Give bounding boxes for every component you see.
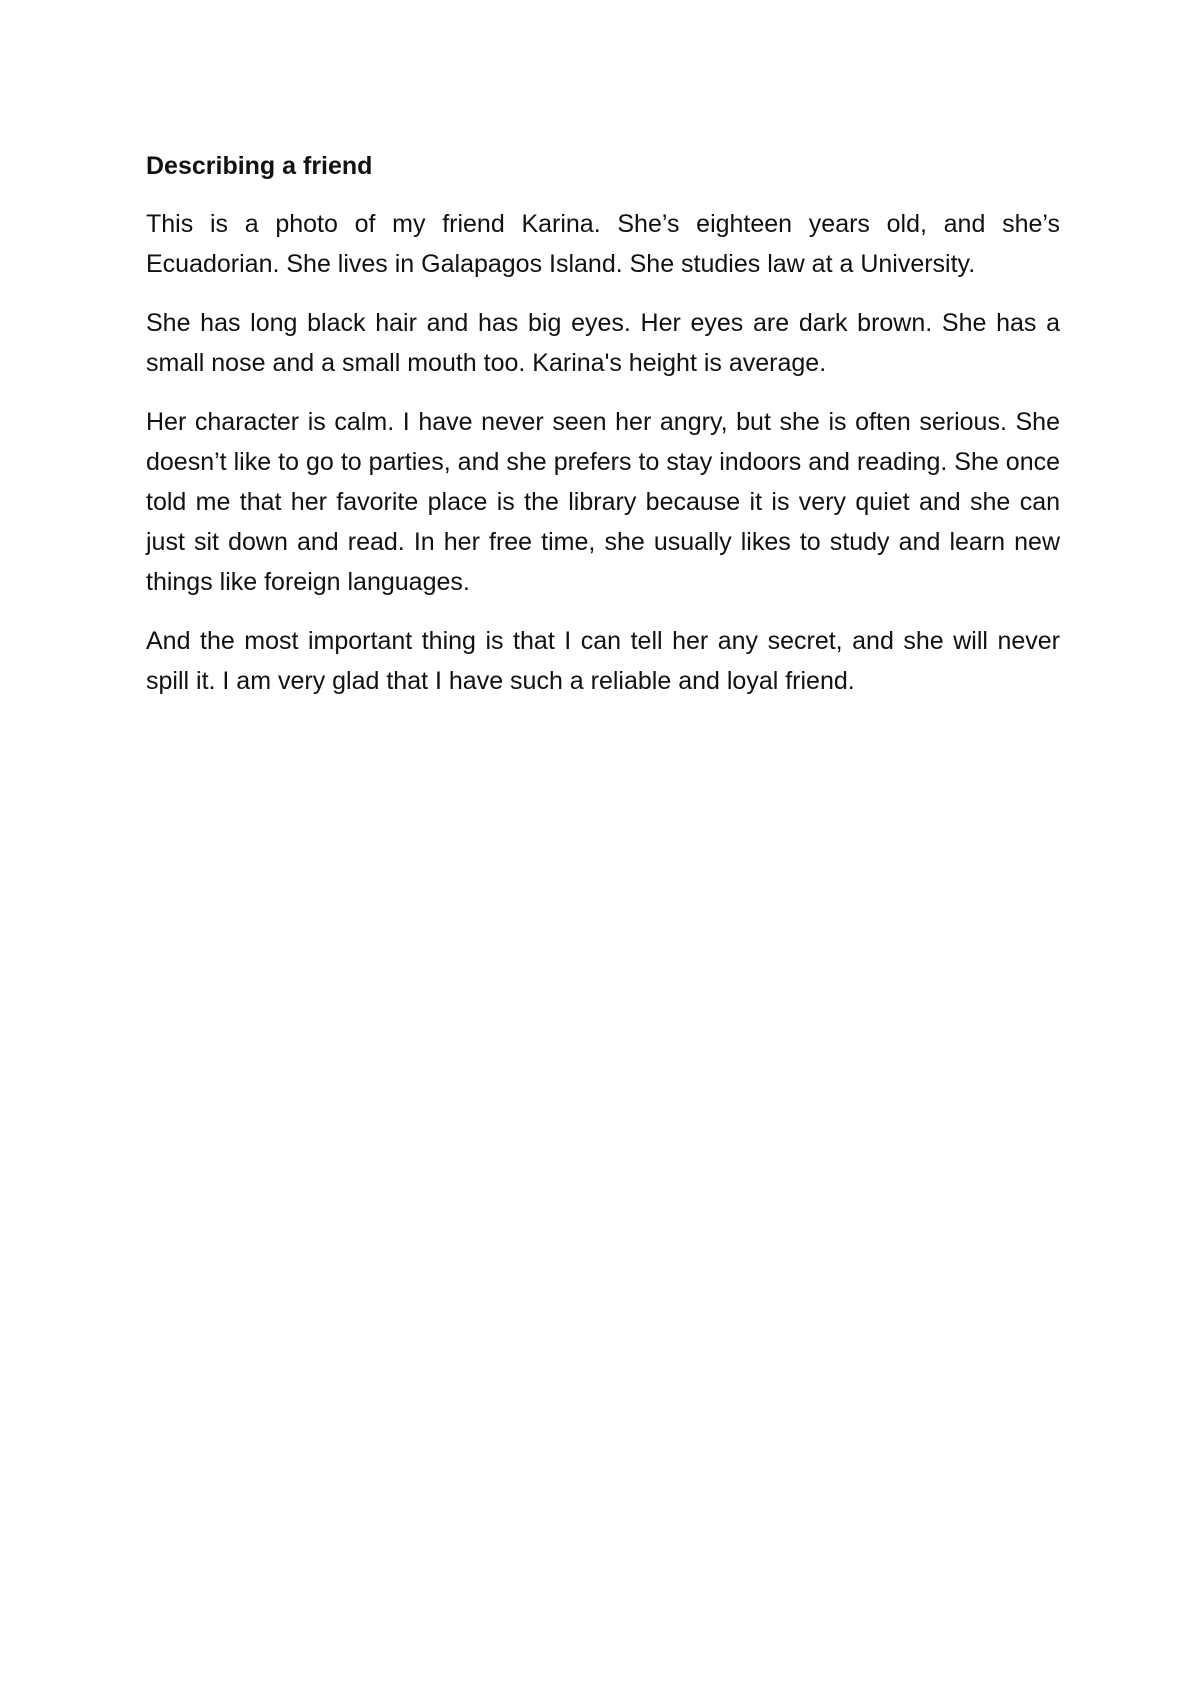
paragraph-introduction: This is a photo of my friend Karina. She’s eighteen years old, and she’s Ecuadorian. She lives in Galapagos Island. She studies law at a University. bbox=[146, 210, 1060, 278]
document-body bbox=[146, 146, 1060, 720]
paragraph-character: Her character is calm. I have never seen her angry, but she is often serious. She doesn’t like to go to parties, and she prefers to stay indoors and reading. She once told me that her favorite place is the library because it is very quiet and she can just sit down and read. In her free time, she usually likes to study and learn new things like foreign languages. bbox=[146, 408, 1060, 596]
paragraph-appearance: She has long black hair and has big eyes. Her eyes are dark brown. She has a small nose and a small mouth too. Karina's height is average. bbox=[146, 309, 1060, 377]
document-title: Describing a friend bbox=[146, 152, 373, 180]
paragraph-conclusion: And the most important thing is that I can tell her any secret, and she will never spill it. I am very glad that I have such a reliable and loyal friend. bbox=[146, 627, 1060, 695]
